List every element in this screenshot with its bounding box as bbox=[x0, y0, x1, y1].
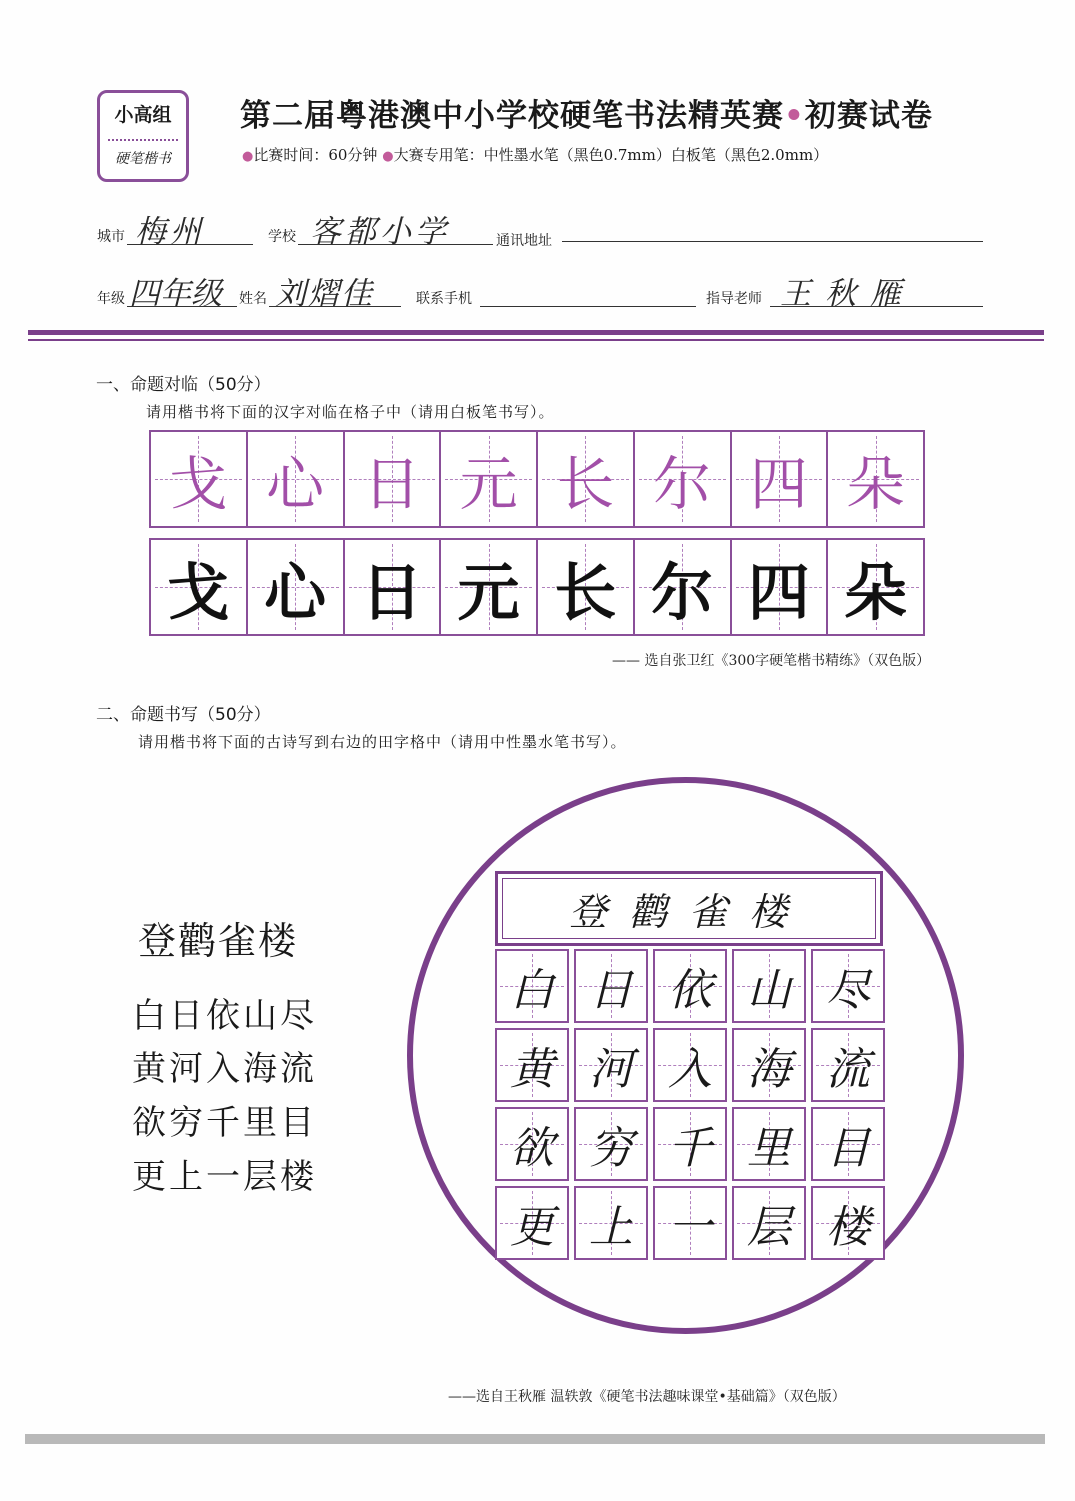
model-char: 四 bbox=[749, 450, 808, 518]
footer-bar bbox=[25, 1434, 1045, 1444]
model-char: 戈 bbox=[169, 450, 228, 518]
copy-char: 长 bbox=[554, 555, 617, 629]
school-value: 客都小学 bbox=[310, 214, 450, 250]
written-char: 里 bbox=[747, 1123, 791, 1174]
copy-char: 戈 bbox=[167, 555, 230, 629]
written-char: 河 bbox=[589, 1044, 633, 1095]
written-char: 山 bbox=[747, 965, 791, 1016]
section1-credit: —— 选自张卫红《300字硬笔楷书精练》（双色版） bbox=[612, 653, 931, 669]
group-badge bbox=[97, 90, 189, 182]
model-cell bbox=[248, 432, 345, 526]
city-value: 梅州 bbox=[135, 214, 205, 250]
written-char: 层 bbox=[747, 1202, 791, 1253]
copy-cell[interactable] bbox=[635, 540, 732, 634]
model-cell bbox=[345, 432, 442, 526]
tian-grid bbox=[495, 949, 885, 1265]
model-char: 尔 bbox=[653, 450, 712, 518]
written-char: 白 bbox=[510, 965, 554, 1016]
written-char: 入 bbox=[668, 1044, 712, 1095]
written-char: 千 bbox=[668, 1123, 712, 1174]
copy-cell[interactable] bbox=[248, 540, 345, 634]
grid-cell[interactable] bbox=[811, 1028, 885, 1102]
copy-char: 心 bbox=[264, 555, 327, 629]
grid-cell[interactable] bbox=[732, 1107, 806, 1181]
grid-cell[interactable] bbox=[653, 949, 727, 1023]
page-title bbox=[240, 90, 933, 135]
header-divider-thick bbox=[28, 330, 1044, 335]
written-char: 尽 bbox=[826, 965, 870, 1016]
address-field[interactable] bbox=[562, 208, 983, 242]
bullet-icon: ● bbox=[382, 149, 394, 164]
badge-divider bbox=[108, 139, 178, 141]
teacher-label: 指导老师 bbox=[706, 291, 762, 307]
grid-cell[interactable] bbox=[811, 1186, 885, 1260]
model-character-row bbox=[149, 430, 925, 528]
model-cell bbox=[828, 432, 923, 526]
model-cell bbox=[732, 432, 829, 526]
written-char: 黄 bbox=[510, 1044, 554, 1095]
grid-cell[interactable] bbox=[495, 949, 569, 1023]
grid-cell[interactable] bbox=[653, 1186, 727, 1260]
copy-cell[interactable] bbox=[345, 540, 442, 634]
poem-title: 登鹳雀楼 bbox=[138, 919, 299, 963]
grid-cell[interactable] bbox=[495, 1186, 569, 1260]
section1-title: 一、命题对临（50分） bbox=[96, 375, 271, 395]
poem-line: 欲穷千里目 bbox=[132, 1103, 317, 1143]
written-title-box[interactable] bbox=[495, 871, 883, 946]
copy-cell[interactable] bbox=[441, 540, 538, 634]
model-cell bbox=[538, 432, 635, 526]
section1-instructions: 请用楷书将下面的汉字对临在格子中（请用白板笔书写）。 bbox=[146, 403, 555, 421]
copy-cell[interactable] bbox=[538, 540, 635, 634]
grid-cell[interactable] bbox=[732, 1186, 806, 1260]
written-char: 海 bbox=[747, 1044, 791, 1095]
copy-char: 尔 bbox=[651, 555, 714, 629]
model-char: 元 bbox=[459, 450, 518, 518]
grid-cell[interactable] bbox=[574, 949, 648, 1023]
grid-cell[interactable] bbox=[574, 1028, 648, 1102]
copy-char: 四 bbox=[747, 555, 810, 629]
copy-cell[interactable] bbox=[732, 540, 829, 634]
model-char: 长 bbox=[556, 450, 615, 518]
copy-character-row bbox=[149, 538, 925, 636]
title-tail: 初赛试卷 bbox=[804, 98, 933, 134]
poem-line: 黄河入海流 bbox=[132, 1049, 317, 1089]
model-cell bbox=[441, 432, 538, 526]
grid-cell[interactable] bbox=[495, 1028, 569, 1102]
name-field[interactable] bbox=[269, 270, 401, 312]
phone-label: 联系手机 bbox=[416, 291, 472, 307]
copy-char: 元 bbox=[457, 555, 520, 629]
copy-char: 日 bbox=[360, 555, 423, 629]
grid-cell[interactable] bbox=[653, 1107, 727, 1181]
written-char: 穷 bbox=[589, 1123, 633, 1174]
written-char: 更 bbox=[510, 1202, 554, 1253]
grid-cell[interactable] bbox=[811, 949, 885, 1023]
poem-line: 白日依山尽 bbox=[132, 996, 317, 1036]
model-char: 朵 bbox=[846, 450, 905, 518]
copy-char: 朵 bbox=[844, 555, 907, 629]
section2-instructions: 请用楷书将下面的古诗写到右边的田字格中（请用中性墨水笔书写）。 bbox=[138, 733, 627, 751]
address-label: 通讯地址 bbox=[496, 233, 552, 249]
copy-cell[interactable] bbox=[151, 540, 248, 634]
title-main: 第二届粤港澳中小学校硬笔书法精英赛 bbox=[240, 98, 784, 134]
city-label: 城市 bbox=[97, 229, 125, 245]
badge-style-label: 硬笔楷书 bbox=[115, 151, 171, 167]
model-char: 日 bbox=[362, 450, 421, 518]
model-cell bbox=[635, 432, 732, 526]
written-char: 目 bbox=[826, 1123, 870, 1174]
phone-field[interactable] bbox=[480, 270, 696, 307]
city-field[interactable] bbox=[127, 208, 253, 250]
exam-pen: 大赛专用笔：中性墨水笔（黑色0.7mm）白板笔（黑色2.0mm） bbox=[393, 146, 829, 164]
grid-row bbox=[495, 1107, 885, 1181]
written-char: 楼 bbox=[826, 1202, 870, 1253]
title-separator: • bbox=[784, 98, 805, 134]
teacher-field[interactable] bbox=[770, 270, 983, 312]
grid-cell[interactable] bbox=[495, 1107, 569, 1181]
written-title: 登鹳雀楼 bbox=[568, 890, 809, 934]
header-divider-thin bbox=[28, 339, 1044, 341]
grid-cell[interactable] bbox=[732, 949, 806, 1023]
written-char: 日 bbox=[589, 965, 633, 1016]
written-char: 欲 bbox=[510, 1123, 554, 1174]
section2-credit: ——选自王秋雁 温轶敦《硬笔书法趣味课堂•基础篇》（双色版） bbox=[448, 1389, 846, 1405]
grid-row bbox=[495, 949, 885, 1023]
grid-cell[interactable] bbox=[574, 1107, 648, 1181]
exam-info bbox=[242, 144, 828, 165]
model-cell bbox=[151, 432, 248, 526]
badge-group-label: 小高组 bbox=[114, 104, 172, 126]
section2-title: 二、命题书写（50分） bbox=[96, 705, 271, 725]
copy-cell[interactable] bbox=[828, 540, 923, 634]
model-char: 心 bbox=[266, 450, 325, 518]
grade-field[interactable] bbox=[127, 270, 237, 312]
grade-label: 年级 bbox=[97, 291, 125, 307]
teacher-value: 王秋雁 bbox=[780, 276, 915, 312]
grid-cell[interactable] bbox=[653, 1028, 727, 1102]
grid-cell[interactable] bbox=[574, 1186, 648, 1260]
grid-cell[interactable] bbox=[732, 1028, 806, 1102]
school-field[interactable] bbox=[298, 208, 493, 250]
bullet-icon: ● bbox=[242, 149, 254, 164]
written-char: 上 bbox=[589, 1202, 633, 1253]
name-label: 姓名 bbox=[239, 291, 267, 307]
grade-value: 四年级 bbox=[129, 276, 222, 312]
exam-time: 比赛时间：60分钟 bbox=[253, 146, 378, 164]
grid-row bbox=[495, 1028, 885, 1102]
written-char: 一 bbox=[668, 1202, 712, 1253]
grid-cell[interactable] bbox=[811, 1107, 885, 1181]
name-value: 刘熠佳 bbox=[275, 276, 374, 312]
grid-row bbox=[495, 1186, 885, 1260]
school-label: 学校 bbox=[268, 229, 296, 245]
poem-line: 更上一层楼 bbox=[132, 1157, 317, 1197]
written-char: 依 bbox=[668, 965, 712, 1016]
written-char: 流 bbox=[826, 1044, 870, 1095]
